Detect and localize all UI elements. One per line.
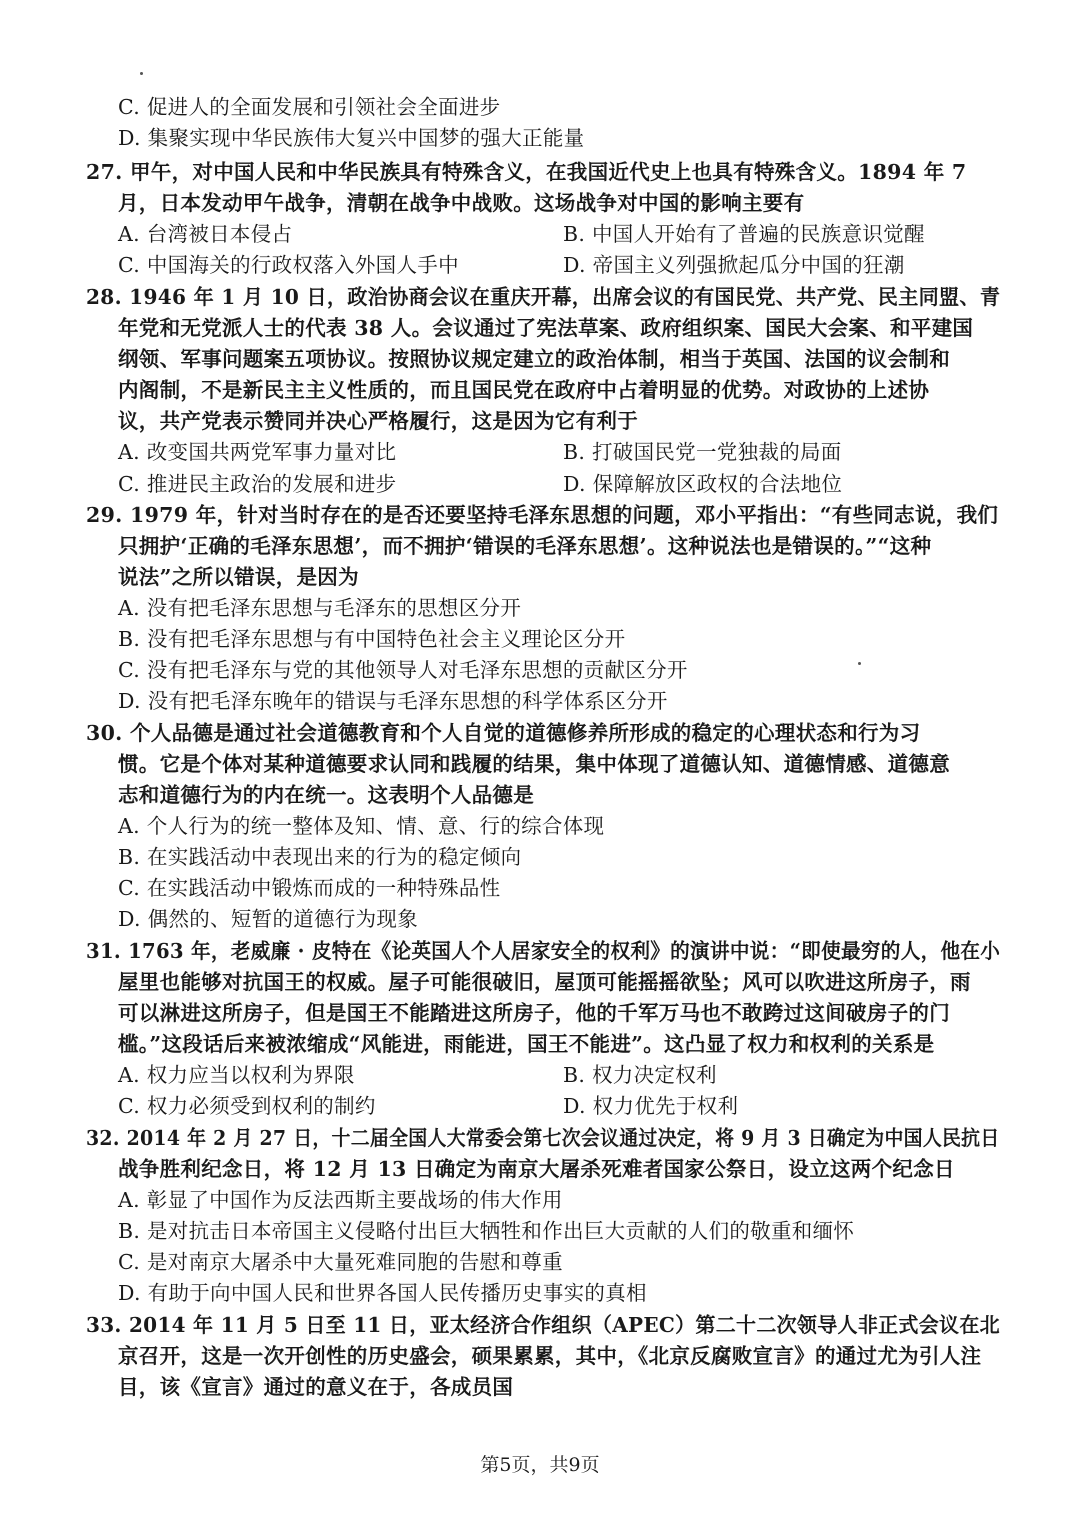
question-text-line: 惯。它是个体对某种道德要求认同和践履的结果，集中体现了道德认知、道德情感、道德意 (118, 752, 950, 776)
question-text-line: 京召开，这是一次开创性的历史盛会，硕果累累，其中，《北京反腐败宣言》的通过尤为引人注 (118, 1344, 982, 1368)
question-stem-line: 28. 1946 年 1 月 10 日，政治协商会议在重庆开幕，出席会议的有国民党、共产党、民主同盟、青 (86, 285, 1001, 309)
question-text-line: 志和道德行为的内在统一。这表明个人品德是 (118, 783, 534, 807)
answer-option: A. 权力应当以权利为界限 (118, 1063, 355, 1087)
question-text-line: 只拥护‘正确的毛泽东思想’，而不拥护‘错误的毛泽东思想’。这种说法也是错误的。”“这种 (118, 534, 932, 558)
answer-option: B. 在实践活动中表现出来的行为的稳定倾向 (118, 845, 522, 869)
question-stem-line: 29. 1979 年，针对当时存在的是否还要坚持毛泽东思想的问题，邓小平指出：“有些同志说，我们 (86, 503, 999, 527)
answer-option: D. 没有把毛泽东晚年的错误与毛泽东思想的科学体系区分开 (118, 689, 668, 713)
answer-option: B. 权力决定权利 (563, 1063, 717, 1087)
page-number: 第5页，共9页 (480, 1454, 600, 1476)
answer-option: A. 台湾被日本侵占 (118, 222, 293, 246)
question-stem-line: 30. 个人品德是通过社会道德教育和个人自觉的道德修养所形成的稳定的心理状态和行为习 (86, 721, 921, 745)
question-text-line: 内阁制，不是新民主主义性质的，而且国民党在政府中占着明显的优势。对政协的上述协 (118, 378, 930, 402)
question-text-line: 纲领、军事问题案五项协议。按照协议规定建立的政治体制，相当于英国、法国的议会制和 (118, 347, 950, 371)
question-text-line: 目，该《宣言》通过的意义在于，各成员国 (118, 1375, 514, 1399)
answer-option: C. 权力必须受到权利的制约 (118, 1094, 376, 1118)
answer-option: D. 偶然的、短暂的道德行为现象 (118, 907, 419, 931)
question-stem-line: 31. 1763 年，老威廉 · 皮特在《论英国人个人居家安全的权利》的演讲中说：“即使最穷的人，他在小 (86, 939, 1001, 963)
question-text-line: 说法”之所以错误，是因为 (118, 565, 359, 589)
answer-option: D. 帝国主义列强掀起瓜分中国的狂潮 (563, 253, 905, 277)
answer-option: A. 个人行为的统一整体及知、情、意、行的综合体现 (118, 814, 605, 838)
answer-option: A. 没有把毛泽东思想与毛泽东的思想区分开 (118, 596, 522, 620)
answer-option: C. 没有把毛泽东与党的其他领导人对毛泽东思想的贡献区分开 (118, 658, 688, 682)
answer-option: D. 有助于向中国人民和世界各国人民传播历史事实的真相 (118, 1281, 647, 1305)
answer-option: D. 权力优先于权利 (563, 1094, 739, 1118)
answer-option: A. 改变国共两党军事力量对比 (118, 440, 397, 464)
answer-option: D. 保障解放区政权的合法地位 (563, 472, 843, 496)
answer-option: C. 是对南京大屠杀中大量死难同胞的告慰和尊重 (118, 1250, 563, 1274)
question-stem-line: 27. 甲午，对中国人民和中华民族具有特殊含义，在我国近代史上也具有特殊含义。1894 年 7 (86, 160, 967, 184)
answer-option: B. 中国人开始有了普遍的民族意识觉醒 (563, 222, 925, 246)
scan-speck (858, 662, 861, 665)
answer-option: B. 没有把毛泽东思想与有中国特色社会主义理论区分开 (118, 627, 626, 651)
answer-option: C. 促进人的全面发展和引领社会全面进步 (118, 95, 501, 119)
answer-option: A. 彰显了中国作为反法西斯主要战场的伟大作用 (118, 1188, 563, 1212)
question-text-line: 月，日本发动甲午战争，清朝在战争中战败。这场战争对中国的影响主要有 (118, 191, 805, 215)
answer-option: B. 打破国民党一党独裁的局面 (563, 440, 842, 464)
answer-option: D. 集聚实现中华民族伟大复兴中国梦的强大正能量 (118, 126, 585, 150)
question-stem-line: 32. 2014 年 2 月 27 日，十二届全国人大常委会第七次会议通过决定，将 9 月 3 日确定为中国人民抗日 (86, 1126, 1000, 1150)
question-text-line: 槛。”这段话后来被浓缩成“风能进，雨能进，国王不能进”。这凸显了权力和权利的关系是 (118, 1032, 935, 1056)
question-text-line: 屋里也能够对抗国王的权威。屋子可能很破旧，屋顶可能摇摇欲坠；风可以吹进这所房子，雨 (118, 970, 971, 994)
answer-option: C. 推进民主政治的发展和进步 (118, 472, 397, 496)
question-text-line: 议，共产党表示赞同并决心严格履行，这是因为它有利于 (118, 409, 638, 433)
answer-option: C. 中国海关的行政权落入外国人手中 (118, 253, 459, 277)
question-text-line: 可以淋进这所房子，但是国王不能踏进这所房子，他的千军万马也不敢跨过这间破房子的门 (118, 1001, 950, 1025)
question-text-line: 战争胜利纪念日，将 12 月 13 日确定为南京大屠杀死难者国家公祭日，设立这两个纪念日 (118, 1157, 955, 1181)
answer-option: B. 是对抗击日本帝国主义侵略付出巨大牺牲和作出巨大贡献的人们的敬重和缅怀 (118, 1219, 855, 1243)
scan-speck (140, 72, 143, 75)
answer-option: C. 在实践活动中锻炼而成的一种特殊品性 (118, 876, 501, 900)
question-text-line: 年党和无党派人士的代表 38 人。会议通过了宪法草案、政府组织案、国民大会案、和平建国 (118, 316, 974, 340)
question-stem-line: 33. 2014 年 11 月 5 日至 11 日，亚太经济合作组织（APEC）第二十二次领导人非正式会议在北 (86, 1313, 1000, 1337)
